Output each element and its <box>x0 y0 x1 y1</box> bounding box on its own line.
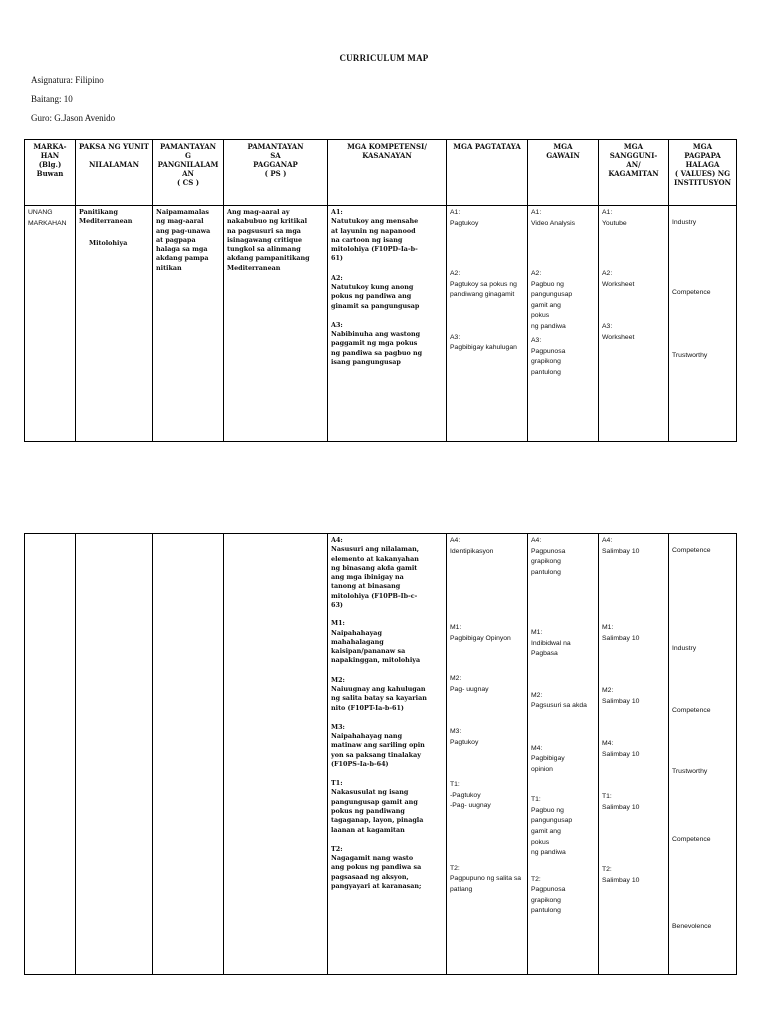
header-markahan: MARKA- HAN (Blg.) Buwan <box>25 140 76 206</box>
sanggunian-m2: M2: Salimbay 10 <box>602 687 640 705</box>
kompetensi-t2: T2: Nagagamit nang wasto ang pokus ng pandiwa sa pagsasaad ng aksyon, pangyayari at karanasan; <box>331 844 422 890</box>
pagtataya-cell <box>447 206 528 442</box>
sanggunian-t1: T1: Salimbay 10 <box>602 793 640 811</box>
pagtataya-a2: A2: Pagtukoy sa pokus ng pandiwang ginagamit <box>450 270 517 299</box>
meta-baitang: Baitang: 10 <box>31 94 73 104</box>
gawain-m1: M1: Indibidwal na Pagbasa <box>531 629 571 658</box>
sanggunian-cell-2 <box>599 534 669 975</box>
sanggunian-a1: A1: Youtube <box>602 209 627 227</box>
empty-ps-cell <box>224 534 328 975</box>
gawain-a4: A4: Pagpunosa grapikong pantulong <box>531 537 566 576</box>
sanggunian-a4: A4: Salimbay 10 <box>602 537 640 555</box>
values-2: Competence <box>672 288 711 296</box>
values-2-2: Industry <box>672 644 697 652</box>
table-row <box>25 206 737 442</box>
gawain-cell-2 <box>528 534 599 975</box>
pagtataya-m2: M2: Pag- uugnay <box>450 675 489 693</box>
ps-cell <box>224 206 328 442</box>
empty-paksa-cell <box>76 534 153 975</box>
meta-asignatura: Asignatura: Filipino <box>31 75 104 85</box>
gawain-a1: A1: Video Analysis <box>531 209 576 227</box>
header-sanggunian: MGA SANGGUNI- AN/ KAGAMITAN <box>599 140 669 206</box>
values-3: Trustworthy <box>672 352 708 360</box>
cs-text: Naipamamalas ng mag-aaral ang pag-unawa at pagpapa halaga sa mga akdang pampa nitikan <box>156 208 211 272</box>
pagtataya-a3: A3: Pagbibigay kahulugan <box>450 333 517 352</box>
kompetensi-a4: A4: Nasusuri ang nilalaman, elemento at kakanyahan ng binasang akda gamit ang mga ibinigay na tanong at binasang mitolohiya (F10PB-Ib-c- 63) <box>331 536 419 609</box>
values-cell-2 <box>669 534 737 975</box>
sanggunian-cell <box>599 206 669 442</box>
pagtataya-t1: T1: -Pagtukoy -Pag- uugnay <box>450 781 491 810</box>
values-2-6: Benevolence <box>672 922 712 930</box>
cs-cell <box>153 206 224 442</box>
table-row <box>25 534 737 975</box>
sanggunian-a3: A3: Worksheet <box>602 323 635 341</box>
gawain-m4: M4: Pagbibigay opinion <box>531 744 565 773</box>
values-2-5: Competence <box>672 836 711 844</box>
paksa-text-1: Panitikang Mediterranean <box>79 208 133 226</box>
kompetensi-cell <box>328 206 447 442</box>
markahan-text: UNANG MARKAHAN <box>28 209 67 227</box>
ps-text: Ang mag-aaral ay nakabubuo ng kritikal na pagsusuri sa mga isinagawang critique tungkol sa alinmang akdang pampanitikang Mediterranean <box>227 208 310 272</box>
meta-guro: Guro: G.Jason Avenido <box>31 113 116 123</box>
gawain-a3: A3: Pagpunosa grapikong pantulong <box>531 337 566 376</box>
kompetensi-t1: T1: Nakasusulat ng isang pangungusap gamit ang pokus ng pandiwang tagaganap, layon, pinagla laanan at kagamitan <box>331 779 424 834</box>
kompetensi-cell-2 <box>328 534 447 975</box>
pagtataya-a4: A4: Identipikasyon <box>450 537 494 555</box>
kompetensi-a2: A2: Natutukoy kung anong pokus ng pandiwa ang ginamit sa pangungusap <box>331 273 420 310</box>
header-gawain: MGA GAWAIN <box>528 140 599 206</box>
values-2-4: Trustworthy <box>672 767 708 775</box>
sanggunian-m1: M1: Salimbay 10 <box>602 624 640 642</box>
values-2-3: Competence <box>672 707 711 715</box>
gawain-t2: T2: Pagpunosa grapikong pantulong <box>531 875 566 915</box>
empty-markahan-cell <box>25 534 76 975</box>
header-row <box>25 140 737 206</box>
kompetensi-a1: A1: Natutukoy ang mensahe at layunin ng napanood na cartoon ng isang mitolohiya (F10PD-Ia-b- 61) <box>331 208 419 263</box>
empty-cs-cell <box>153 534 224 975</box>
sanggunian-t2: T2: Salimbay 10 <box>602 866 640 884</box>
header-ps: PAMANTAYAN SA PAGGANAP ( PS ) <box>224 140 328 206</box>
pagtataya-t2: T2: Pagpupuno ng salita sa patlang <box>450 864 522 893</box>
gawain-a2: A2: Pagbuo ng pangungusap gamit ang pokus ng pandiwa <box>531 270 573 330</box>
pagtataya-m1: M1: Pagbibigay Opinyon <box>450 624 511 642</box>
pagtataya-m3: M3: Pagtukoy <box>450 728 479 746</box>
header-values: MGA PAGPAPA HALAGA ( VALUES) NG INSTITUSYON <box>669 140 737 206</box>
values-cell <box>669 206 737 442</box>
header-pagtataya: MGA PAGTATAYA <box>447 140 528 206</box>
header-kompetensi: MGA KOMPETENSI/ KASANAYAN <box>328 140 447 206</box>
markahan-cell <box>25 206 76 442</box>
kompetensi-m2: M2: Naiuugnay ang kahulugan ng salita batay sa kayarian nito (F10PT-Ia-b-61) <box>331 675 427 712</box>
pagtataya-a1: A1: Pagtukoy <box>450 209 479 227</box>
sanggunian-a2: A2: Worksheet <box>602 270 635 288</box>
kompetensi-m3: M3: Naipahahayag nang matinaw ang sariling opin yon sa paksang tinalakay (F10PS-Ia-b-64) <box>331 722 425 768</box>
header-paksa: PAKSA NG YUNIT NILALAMAN <box>76 140 153 206</box>
values-2-1: Competence <box>672 547 711 554</box>
gawain-m2: M2: Pagsusuri sa akda <box>531 691 587 710</box>
sanggunian-m4: M4: Salimbay 10 <box>602 740 640 758</box>
curriculum-table-1 <box>24 139 737 442</box>
paksa-text-2: Mitolohiya <box>89 238 128 247</box>
gawain-cell <box>528 206 599 442</box>
kompetensi-a3: A3: Nabibinuha ang wastong paggamit ng mga pokus ng pandiwa sa pagbuo ng isang pangungusap <box>331 320 423 366</box>
document-title: CURRICULUM MAP <box>339 53 429 63</box>
header-cs: PAMANTAYAN G PANGNILALAM AN ( CS ) <box>153 140 224 206</box>
pagtataya-cell-2 <box>447 534 528 975</box>
values-1: Industry <box>672 219 697 226</box>
gawain-t1: T1: Pagbuo ng pangungusap gamit ang pokus ng pandiwa <box>531 796 573 857</box>
curriculum-table-2 <box>24 533 737 975</box>
paksa-cell <box>76 206 153 442</box>
kompetensi-m1: M1: Naipahahayag mahahalagang kaisipan/pananaw sa napakinggan, mitolohiya <box>331 619 421 665</box>
